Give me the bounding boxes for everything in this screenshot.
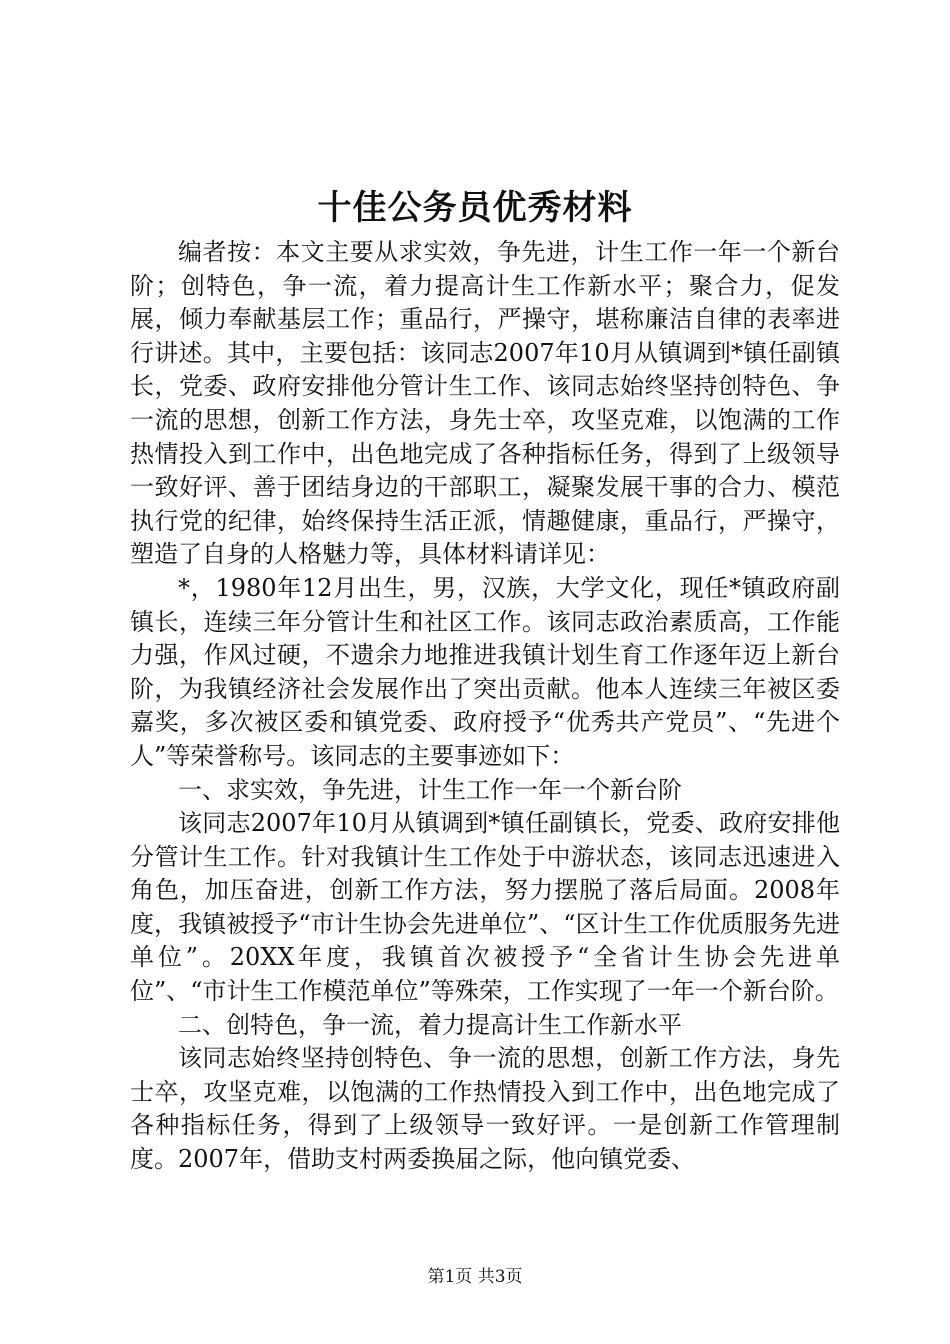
section-1-paragraph: 该同志2007年10月从镇调到*镇任副镇长，党委、政府安排他分管计生工作。针对我镇计生工作处于中游状态，该同志迅速进入角色，加压奋进，创新工作方法，努力摆脱了落后局面。2008年度，我镇被授予“市计生协会先进单位”、“区计生工作优质服务先进单位”。20XX年度，我镇首次被授予“全省计生协会先进单位”、“市计生工作模范单位”等殊荣，工作实现了一年一个新台阶。	[130, 809, 840, 1006]
profile-paragraph: *，1980年12月出生，男，汉族，大学文化，现任*镇政府副镇长，连续三年分管计生和社区工作。该同志政治素质高，工作能力强，作风过硬，不遗余力地推进我镇计划生育工作逐年迈上新台阶，为我镇经济社会发展作出了突出贡献。他本人连续三年被区委嘉奖，多次被区委和镇党委、政府授予“优秀共产党员”、“先进个人”等荣誉称号。该同志的主要事迹如下：	[130, 573, 840, 770]
section-2-paragraph: 该同志始终坚持创特色、争一流的思想，创新工作方法，身先士卒，攻坚克难，以饱满的工作热情投入到工作中，出色地完成了各种指标任务，得到了上级领导一致好评。一是创新工作管理制度。2007年，借助支村两委换届之际，他向镇党委、	[130, 1044, 840, 1174]
editor-note-paragraph: 编者按：本文主要从求实效，争先进，计生工作一年一个新台阶；创特色，争一流，着力提高计生工作新水平；聚合力，促发展，倾力奉献基层工作；重品行，严操守，堪称廉洁自律的表率进行讲述。其中，主要包括：该同志2007年10月从镇调到*镇任副镇长，党委、政府安排他分管计生工作、该同志始终坚持创特色、争一流的思想，创新工作方法，身先士卒，攻坚克难，以饱满的工作热情投入到工作中，出色地完成了各种指标任务，得到了上级领导一致好评、善于团结身边的干部职工，凝聚发展干事的合力、模范执行党的纪律，始终保持生活正派，情趣健康，重品行，严操守，塑造了自身的人格魅力等，具体材料请详见：	[130, 238, 840, 569]
page-number-footer: 第1页 共3页	[427, 1267, 523, 1287]
section-heading-2: 二、创特色，争一流，着力提高计生工作新水平	[178, 1010, 682, 1039]
document-body	[130, 236, 840, 1177]
document-title: 十佳公务员优秀材料	[317, 188, 633, 228]
section-heading-1: 一、求实效，争先进，计生工作一年一个新台阶	[178, 775, 682, 804]
